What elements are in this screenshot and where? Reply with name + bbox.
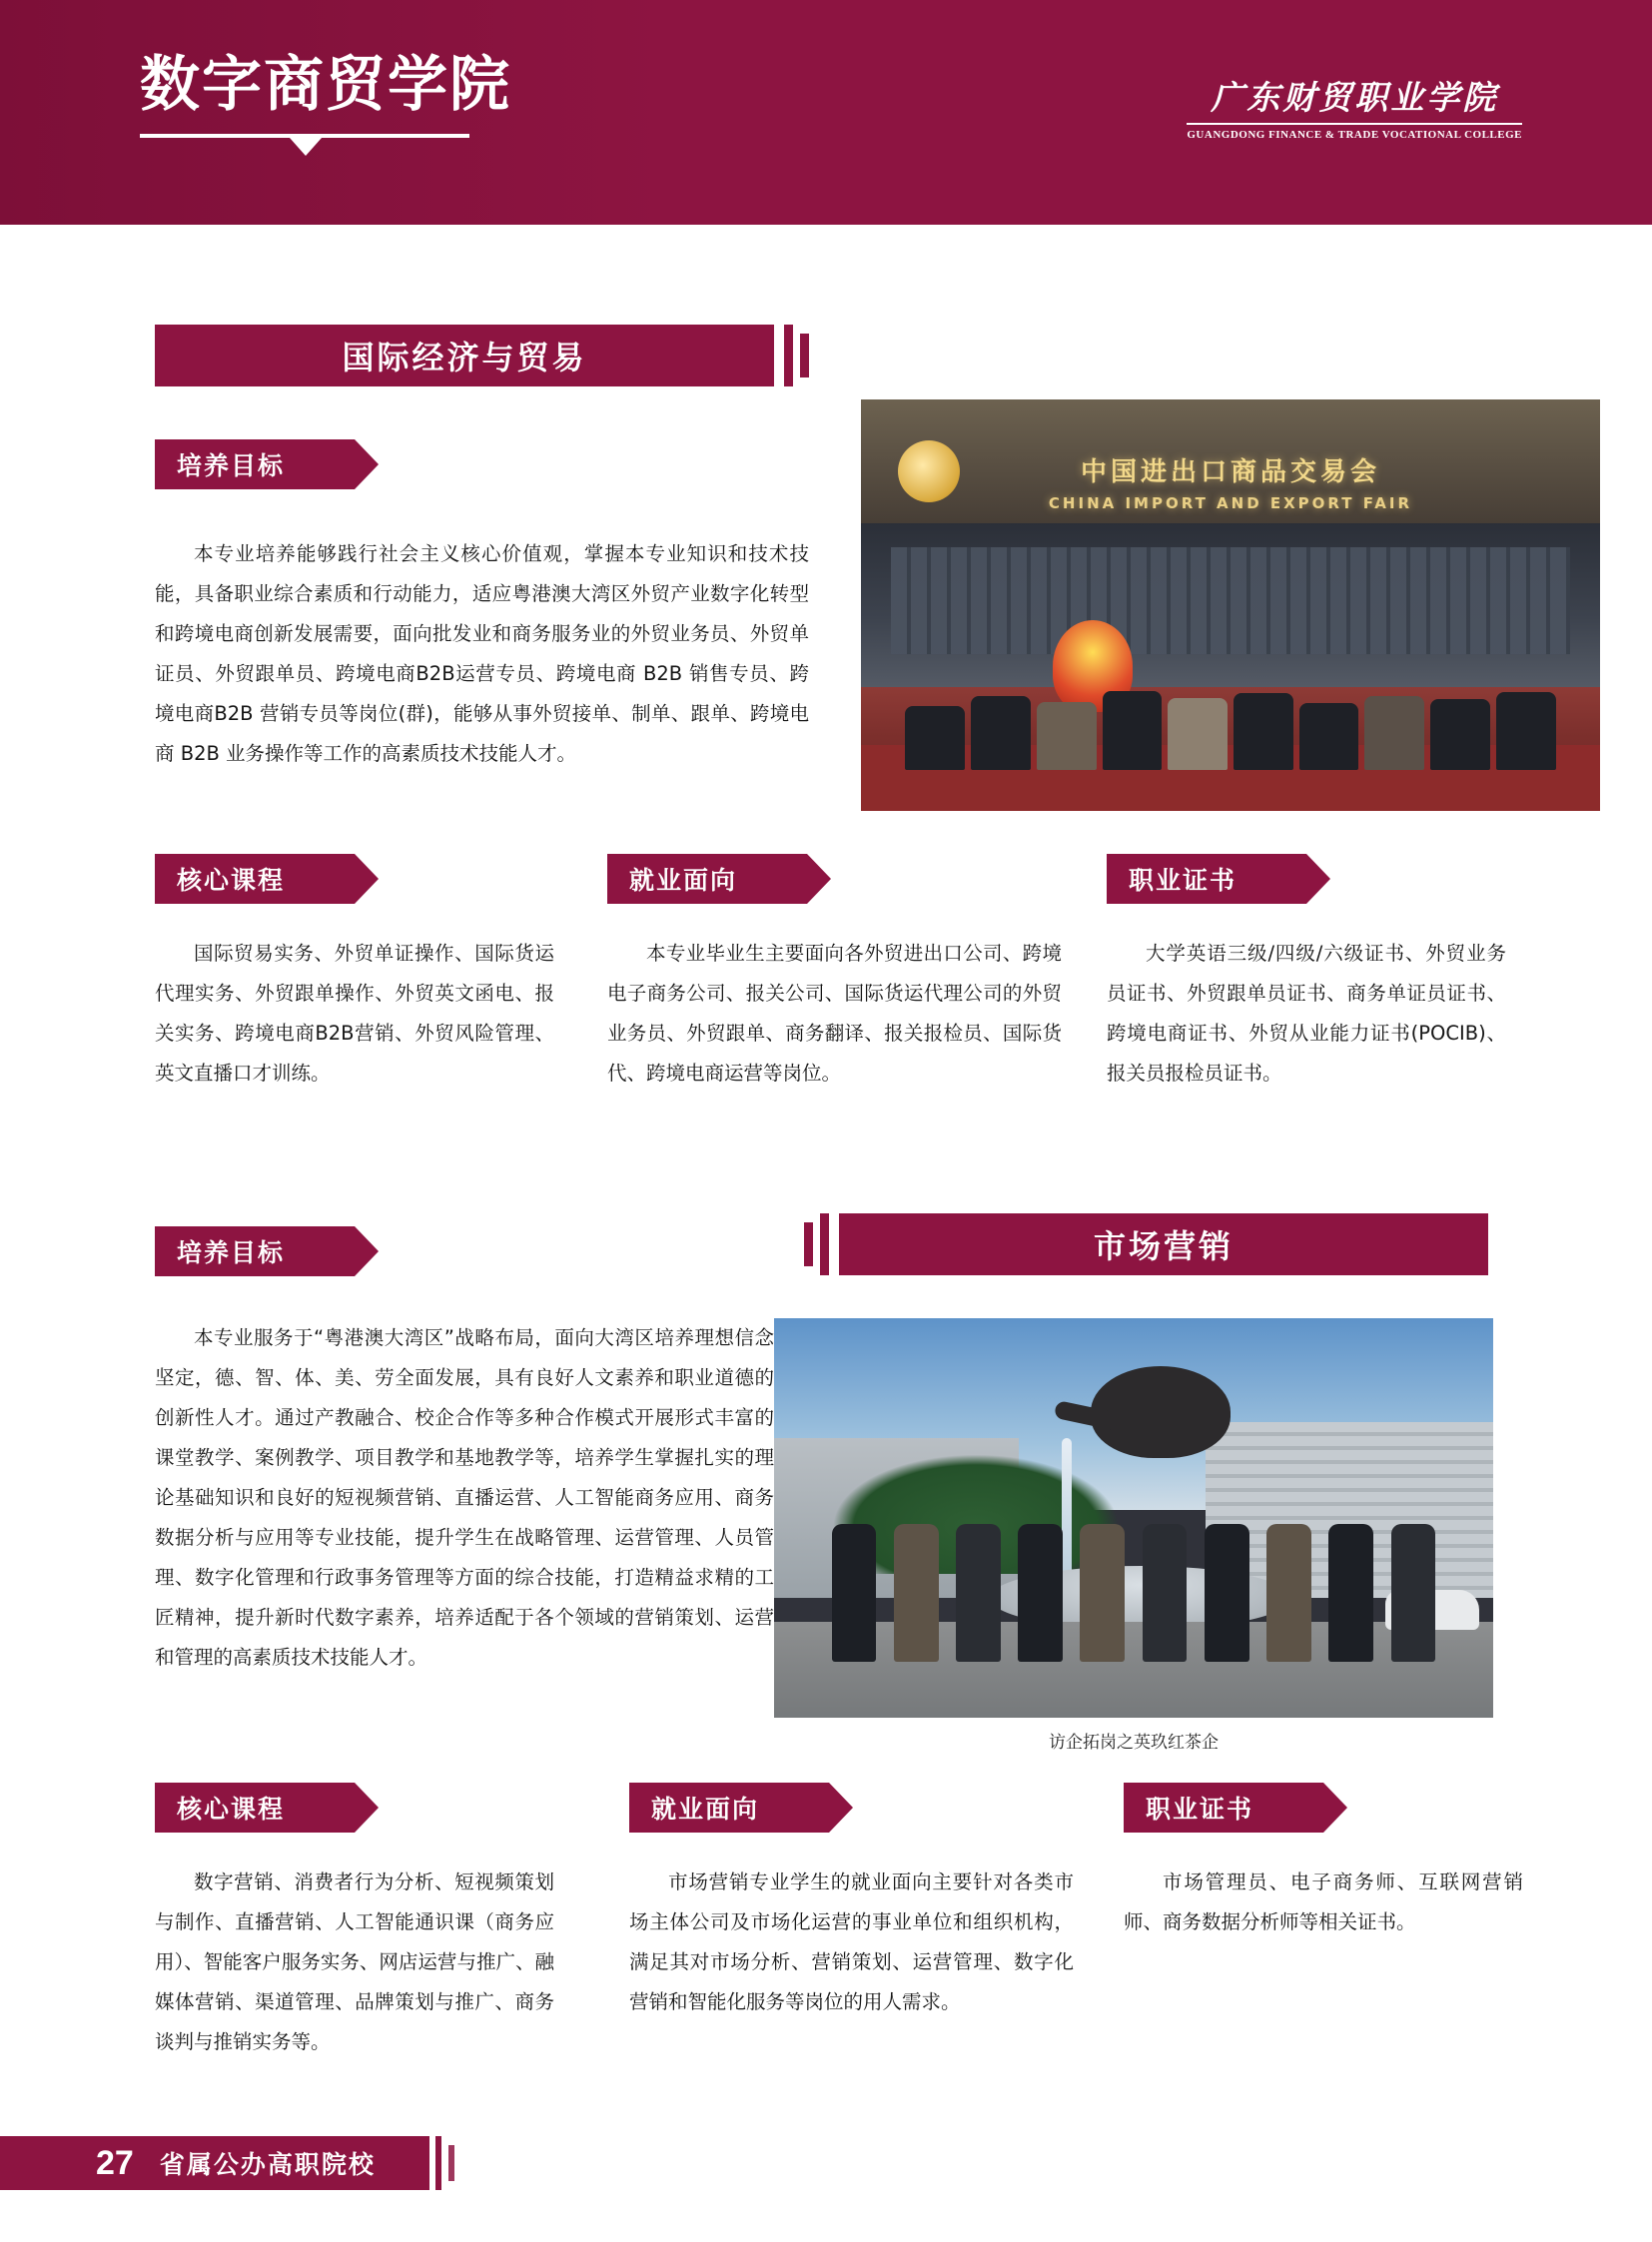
- core-courses-text-1: 国际贸易实务、外贸单证操作、国际货运代理实务、外贸跟单操作、外贸英文函电、报关实务、跨境电商B2B营销、外贸风险管理、英文直播口才训练。: [155, 942, 554, 1085]
- tag-certificates-2: [1124, 1783, 1323, 1833]
- photo-person: [1266, 1524, 1311, 1662]
- certificates-text-1: 大学英语三级/四级/六级证书、外贸业务员证书、外贸跟单员证书、商务单证员证书、跨境电商证书、外贸从业能力证书(POCIB)、报关员报检员证书。: [1107, 942, 1506, 1085]
- photo-canton-fair: [861, 399, 1600, 811]
- tag-employment-label-1: 就业面向: [629, 866, 738, 895]
- tag-goal-1: [155, 439, 355, 489]
- tag-certificates-label-2: 职业证书: [1146, 1795, 1254, 1824]
- tag-goal-label-2: 培养目标: [177, 1238, 286, 1267]
- footer-label: 省属公办高职院校: [159, 2150, 376, 2179]
- photo-crowd: [905, 646, 1555, 770]
- employment-text-2: 市场营销专业学生的就业面向主要针对各类市场主体公司及市场化运营的事业单位和组织机构，满足其对市场分析、营销策划、运营管理、数字化营销和智能化服务等岗位的用人需求。: [629, 1870, 1074, 2013]
- header-title-block: [140, 52, 511, 138]
- core-courses-text-2: 数字营销、消费者行为分析、短视频策划与制作、直播营销、人工智能通识课（商务应用）、智能客户服务实务、网店运营与推广、融媒体营销、渠道管理、品牌策划与推广、商务谈判与推销实务等。: [155, 1870, 554, 2053]
- photo-person: [1037, 702, 1097, 770]
- tag-core-courses-1: [155, 854, 355, 904]
- tag-goal-2: [155, 1226, 355, 1276]
- photo-tea-enterprise-visit: [774, 1318, 1493, 1718]
- page-title: 数字商贸学院: [140, 50, 511, 120]
- major-bar-ticks-right-1: [784, 325, 809, 386]
- photo-person: [1018, 1524, 1063, 1662]
- tag-employment-label-2: 就业面向: [651, 1795, 760, 1824]
- goal-text-2: 本专业服务于“粤港澳大湾区”战略布局，面向大湾区培养理想信念坚定，德、智、体、美、劳全面发展，具有良好人文素养和职业道德的创新性人才。通过产教融合、校企合作等多种合作模式开展形式丰富的课堂教学、案例教学、项目教学和基地教学等，培养学生掌握扎实的理论基础知识和良好的短视频营销、直播运营、人工智能商务应用、商务数据分析与应用等专业技能，提升学生在战略管理、运营管理、人员管理、数字化管理和行政事务管理等方面的综合技能，打造精益求精的工匠精神，提升新时代数字素养，培养适配于各个领域的营销策划、运营和管理的高素质技术技能人才。: [155, 1326, 774, 1669]
- stripe-decor: [448, 2145, 454, 2181]
- photo-glass-facade: [891, 547, 1571, 654]
- photo-person: [956, 1524, 1001, 1662]
- tag-core-courses-label-2: 核心课程: [177, 1795, 286, 1824]
- major-bar-ticks-left-2: [804, 1213, 829, 1275]
- photo-person: [1391, 1524, 1436, 1662]
- photo-sign-en: CHINA IMPORT AND EXPORT FAIR: [1048, 493, 1413, 512]
- photo-signboard: [920, 436, 1541, 527]
- photo-person: [1299, 703, 1359, 770]
- photo-group-row: [832, 1502, 1436, 1662]
- goal-text-1: 本专业培养能够践行社会主义核心价值观，掌握本专业知识和技术技能，具备职业综合素质和行动能力，适应粤港澳大湾区外贸产业数字化转型和跨境电商创新发展需要，面向批发业和商务服务业的外贸业务员、外贸单证员、外贸跟单员、跨境电商B2B运营专员、跨境电商 B2B 销售专员、跨境电商B2B 营销专员等岗位(群)，能够从事外贸接单、制单、跟单、跨境电商 B2B 业务操作等工作的高素质技术技能人才。: [155, 542, 809, 765]
- major-name-1: 国际经济与贸易: [342, 339, 587, 376]
- photo-caption-2: 访企拓岗之英玖红茶企: [1049, 1733, 1219, 1753]
- page-number: 27: [96, 2143, 134, 2182]
- tick-decor: [820, 1213, 829, 1275]
- tick-decor: [804, 1222, 813, 1266]
- tag-employment-2: [629, 1783, 829, 1833]
- photo-person: [1080, 1524, 1125, 1662]
- college-logo-en: GUANGDONG FINANCE & TRADE VOCATIONAL COLLEGE: [1187, 123, 1522, 141]
- photo-person: [1496, 692, 1556, 770]
- tag-certificates-label-1: 职业证书: [1129, 866, 1238, 895]
- tag-core-courses-2: [155, 1783, 355, 1833]
- page-header: [0, 0, 1652, 225]
- photo-person: [1168, 698, 1228, 770]
- photo-sign-cn: 中国进出口商品交易会: [1080, 456, 1380, 487]
- title-underline-with-arrow: [140, 134, 469, 138]
- employment-text-1: 本专业毕业生主要面向各外贸进出口公司、跨境电子商务公司、报关公司、国际货运代理公司的外贸业务员、外贸跟单、商务翻译、报关报检员、国际货代、跨境电商运营等岗位。: [607, 942, 1062, 1085]
- photo-person: [1234, 693, 1293, 770]
- tag-goal-label-1: 培养目标: [177, 451, 286, 480]
- photo-person: [1364, 696, 1424, 770]
- stripe-decor: [435, 2136, 441, 2190]
- photo-person: [971, 696, 1031, 770]
- certificates-text-2: 市场管理员、电子商务师、互联网营销师、商务数据分析师等相关证书。: [1124, 1870, 1523, 1933]
- photo-person: [1328, 1524, 1373, 1662]
- tick-decor: [800, 334, 809, 377]
- tag-core-courses-label-1: 核心课程: [177, 866, 286, 895]
- footer-decor-stripes: [435, 2136, 454, 2190]
- photo-person: [832, 1524, 877, 1662]
- college-logo: [1187, 72, 1522, 141]
- page-footer: [0, 2136, 429, 2190]
- photo-person: [1143, 1524, 1188, 1662]
- photo-person: [1103, 691, 1163, 770]
- major-title-bar-2: [839, 1213, 1488, 1275]
- photo-person: [894, 1524, 939, 1662]
- tag-certificates-1: [1107, 854, 1306, 904]
- photo-person: [905, 706, 965, 770]
- college-logo-cn: 广东财贸职业学院: [1211, 78, 1499, 117]
- major-name-2: 市场营销: [1093, 1227, 1234, 1265]
- photo-person: [1430, 699, 1490, 769]
- tick-decor: [784, 325, 793, 386]
- major-title-bar-1: [155, 325, 774, 386]
- tag-employment-1: [607, 854, 807, 904]
- photo-person: [1205, 1524, 1249, 1662]
